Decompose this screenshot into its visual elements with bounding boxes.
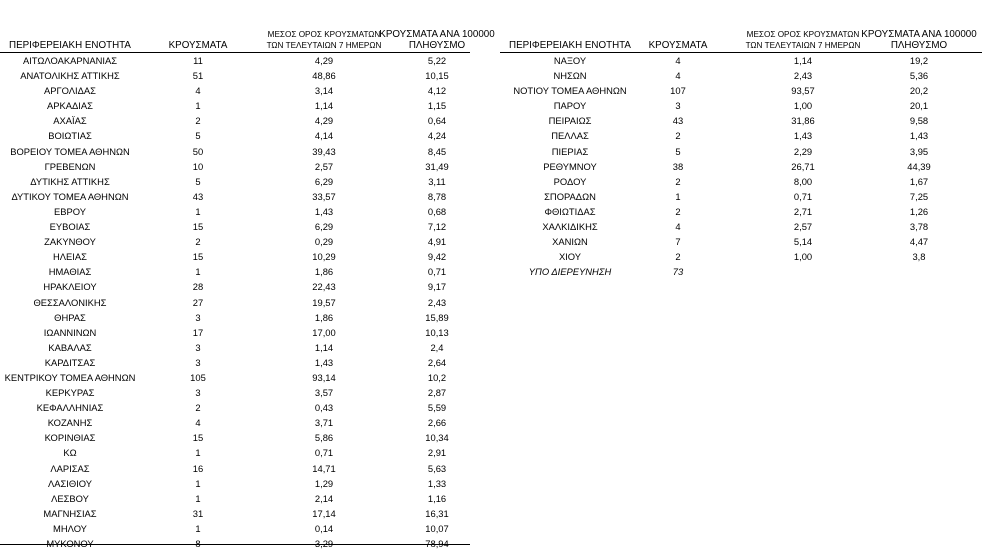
avg-cell: 4,29 bbox=[314, 55, 334, 66]
per100k-cell: 2,4 bbox=[430, 341, 444, 353]
region-header: ΠΕΡΙΦΕΡΕΙΑΚΗ ΕΝΟΤΗΤΑ bbox=[509, 40, 631, 51]
region-cell: ΚΑΡΔΙΤΣΑΣ bbox=[44, 356, 96, 368]
per100k-cell: 3,95 bbox=[909, 145, 929, 157]
region-cell: ΚΩ bbox=[63, 447, 77, 459]
avg-cell: 1,86 bbox=[314, 266, 334, 278]
per100k-cell: 4,12 bbox=[427, 85, 447, 97]
per100k-cell: 1,33 bbox=[427, 477, 447, 489]
cases-cell: 4 bbox=[675, 70, 681, 82]
table-row bbox=[500, 189, 982, 204]
avg-cell: 1,14 bbox=[793, 55, 813, 66]
table-row bbox=[500, 83, 982, 98]
cases-cell: 2 bbox=[195, 115, 201, 127]
region-cell: ΝΗΣΩΝ bbox=[553, 70, 587, 82]
table-row bbox=[500, 98, 982, 113]
region-cell: ΠΕΙΡΑΙΩΣ bbox=[548, 115, 592, 127]
per100k-header-line1: ΚΡΟΥΣΜΑΤΑ ΑΝΑ 100000 bbox=[861, 29, 977, 40]
region-cell: ΦΘΙΩΤΙΔΑΣ bbox=[544, 205, 596, 217]
per100k-cell: 3,8 bbox=[912, 251, 926, 263]
cases-cell: 1 bbox=[675, 190, 681, 202]
table-row bbox=[0, 340, 470, 355]
avg-cell: 3,71 bbox=[314, 417, 334, 429]
cases-cell: 27 bbox=[192, 296, 204, 308]
table-row bbox=[0, 144, 470, 159]
avg-header-line1: ΜΕΣΟΣ ΟΡΟΣ ΚΡΟΥΣΜΑΤΩΝ bbox=[267, 30, 381, 39]
region-cell: ΕΥΒΟΙΑΣ bbox=[49, 221, 91, 233]
per100k-cell: 0,68 bbox=[427, 205, 447, 217]
table-row bbox=[500, 53, 982, 68]
region-cell: ΠΑΡΟΥ bbox=[553, 100, 587, 112]
table-row bbox=[0, 189, 470, 204]
cases-cell: 31 bbox=[192, 507, 204, 519]
cases-cell: 10 bbox=[192, 160, 204, 172]
region-cell: ΒΟΙΩΤΙΑΣ bbox=[48, 130, 92, 142]
per100k-cell: 5,63 bbox=[427, 462, 447, 474]
cases-cell: 2 bbox=[675, 130, 681, 142]
per100k-cell: 16,31 bbox=[425, 507, 449, 519]
avg-cell: 19,57 bbox=[312, 296, 336, 308]
per100k-cell: 1,67 bbox=[909, 175, 929, 187]
table-row bbox=[0, 325, 470, 340]
cases-cell: 16 bbox=[192, 462, 204, 474]
avg-header-line2: ΤΩΝ ΤΕΛΕΥΤΑΙΩΝ 7 ΗΜΕΡΩΝ bbox=[745, 41, 861, 50]
region-cell: ΕΒΡΟΥ bbox=[53, 205, 86, 217]
avg-cell: 0,71 bbox=[793, 190, 813, 202]
per100k-cell: 10,13 bbox=[425, 326, 449, 338]
table-row bbox=[500, 204, 982, 219]
avg-cell: 1,00 bbox=[793, 251, 813, 263]
region-cell: ΚΟΡΙΝΘΙΑΣ bbox=[44, 432, 96, 444]
region-cell: ΗΜΑΘΙΑΣ bbox=[48, 266, 92, 278]
avg-cell: 5,14 bbox=[793, 236, 813, 248]
avg-cell: 10,29 bbox=[312, 251, 336, 263]
region-cell: ΝΟΤΙΟΥ ΤΟΜΕΑ ΑΘΗΝΩΝ bbox=[513, 85, 627, 97]
cases-header: ΚΡΟΥΣΜΑΤΑ bbox=[648, 40, 708, 51]
left-table-body bbox=[0, 53, 470, 551]
per100k-cell: 7,12 bbox=[427, 221, 447, 233]
per100k-cell: 2,91 bbox=[427, 447, 447, 459]
table-bottom-divider bbox=[0, 544, 470, 545]
region-cell: ΘΕΣΣΑΛΟΝΙΚΗΣ bbox=[33, 296, 107, 308]
table-row bbox=[0, 385, 470, 400]
under-investigation-row bbox=[500, 264, 982, 279]
per100k-cell: 4,47 bbox=[909, 236, 929, 248]
cases-cell: 1 bbox=[195, 205, 201, 217]
cases-cell: 2 bbox=[195, 236, 201, 248]
region-cell: ΠΕΛΛΑΣ bbox=[551, 130, 589, 142]
cases-cell: 3 bbox=[195, 356, 201, 368]
region-cell: ΚΕΝΤΡΙΚΟΥ ΤΟΜΕΑ ΑΘΗΝΩΝ bbox=[4, 371, 136, 383]
avg-7day-header bbox=[258, 29, 390, 51]
table-row bbox=[0, 174, 470, 189]
avg-cell: 93,57 bbox=[791, 85, 815, 97]
table-row bbox=[0, 415, 470, 430]
avg-cell: 1,14 bbox=[314, 341, 334, 353]
avg-cell: 3,57 bbox=[314, 387, 334, 399]
cases-cell: 1 bbox=[195, 477, 201, 489]
table-row bbox=[0, 128, 470, 143]
region-cell: ΧΑΝΙΩΝ bbox=[552, 236, 588, 248]
per100k-cell: 19,2 bbox=[909, 55, 929, 66]
cases-cell: 1 bbox=[195, 492, 201, 504]
cases-cell: 5 bbox=[675, 145, 681, 157]
region-cell: ΣΠΟΡΑΔΩΝ bbox=[544, 190, 596, 202]
per100k-cell: 9,58 bbox=[909, 115, 929, 127]
per100k-header bbox=[376, 29, 498, 51]
table-row bbox=[500, 219, 982, 234]
avg-cell: 1,14 bbox=[314, 100, 334, 112]
region-cell: ΜΑΓΝΗΣΙΑΣ bbox=[43, 507, 97, 519]
table-row bbox=[0, 355, 470, 370]
per100k-cell: 8,45 bbox=[427, 145, 447, 157]
per100k-cell: 10,07 bbox=[425, 522, 449, 534]
cases-cell: 1 bbox=[195, 100, 201, 112]
table-row bbox=[0, 53, 470, 68]
avg-cell: 3,14 bbox=[314, 85, 334, 97]
table-row bbox=[500, 249, 982, 264]
per100k-header bbox=[856, 29, 982, 51]
avg-cell: 2,71 bbox=[793, 205, 813, 217]
cases-cell: 2 bbox=[195, 402, 201, 414]
table-row bbox=[500, 68, 982, 83]
cases-cell: 4 bbox=[195, 85, 201, 97]
region-cell: ΡΟΔΟΥ bbox=[553, 175, 587, 187]
cases-cell: 3 bbox=[675, 100, 681, 112]
table-row bbox=[0, 430, 470, 445]
per100k-cell: 2,66 bbox=[427, 417, 447, 429]
cases-header: ΚΡΟΥΣΜΑΤΑ bbox=[168, 40, 228, 51]
table-row bbox=[0, 506, 470, 521]
per100k-cell: 31,49 bbox=[425, 160, 449, 172]
table-row bbox=[0, 476, 470, 491]
region-cell: ΧΙΟΥ bbox=[558, 251, 582, 263]
table-row bbox=[0, 113, 470, 128]
cases-cell: 28 bbox=[192, 281, 204, 293]
avg-cell: 1,43 bbox=[314, 205, 334, 217]
cases-cell: 5 bbox=[195, 130, 201, 142]
per100k-cell: 1,26 bbox=[909, 205, 929, 217]
per100k-cell: 5,22 bbox=[427, 55, 447, 66]
avg-header-line2: ΤΩΝ ΤΕΛΕΥΤΑΙΩΝ 7 ΗΜΕΡΩΝ bbox=[266, 41, 382, 50]
region-cell: ΡΕΘΥΜΝΟΥ bbox=[543, 160, 597, 172]
avg-cell: 6,29 bbox=[314, 221, 334, 233]
cases-cell: 17 bbox=[192, 326, 204, 338]
table-row bbox=[500, 234, 982, 249]
per100k-header-line1: ΚΡΟΥΣΜΑΤΑ ΑΝΑ 100000 bbox=[379, 29, 495, 40]
cases-cell: 15 bbox=[192, 251, 204, 263]
region-cell: ΛΑΣΙΘΙΟΥ bbox=[47, 477, 93, 489]
per100k-cell: 3,78 bbox=[909, 221, 929, 233]
region-cell: ΑΝΑΤΟΛΙΚΗΣ ΑΤΤΙΚΗΣ bbox=[20, 70, 120, 82]
per100k-cell: 15,89 bbox=[425, 311, 449, 323]
region-cell: ΑΧΑΪΑΣ bbox=[53, 115, 87, 127]
table-row bbox=[0, 461, 470, 476]
avg-cell: 33,57 bbox=[312, 190, 336, 202]
avg-cell: 2,57 bbox=[793, 221, 813, 233]
avg-cell: 0,71 bbox=[314, 447, 334, 459]
per100k-cell: 3,11 bbox=[428, 175, 446, 187]
cases-cell: 3 bbox=[195, 341, 201, 353]
table-row bbox=[0, 219, 470, 234]
avg-cell: 1,43 bbox=[793, 130, 813, 142]
right-table-body bbox=[500, 53, 982, 264]
region-cell: ΑΙΤΩΛΟΑΚΑΡΝΑΝΙΑΣ bbox=[22, 55, 118, 66]
avg-cell: 0,29 bbox=[314, 236, 334, 248]
avg-cell: 6,29 bbox=[314, 175, 334, 187]
region-cell: ΔΥΤΙΚΗΣ ΑΤΤΙΚΗΣ bbox=[30, 175, 110, 187]
table-row bbox=[500, 144, 982, 159]
region-cell: ΜΗΛΟΥ bbox=[53, 522, 87, 534]
cases-cell: 3 bbox=[195, 387, 201, 399]
region-cell: ΖΑΚΥΝΘΟΥ bbox=[44, 236, 96, 248]
table-row bbox=[500, 128, 982, 143]
region-cell: ΚΑΒΑΛΑΣ bbox=[48, 341, 92, 353]
region-header: ΠΕΡΙΦΕΡΕΙΑΚΗ ΕΝΟΤΗΤΑ bbox=[9, 40, 131, 51]
cases-cell: 11 bbox=[193, 55, 203, 66]
avg-cell: 93,14 bbox=[312, 371, 336, 383]
region-cell: ΒΟΡΕΙΟΥ ΤΟΜΕΑ ΑΘΗΝΩΝ bbox=[10, 145, 130, 157]
cases-cell: 43 bbox=[192, 190, 204, 202]
per100k-cell: 2,64 bbox=[427, 356, 447, 368]
region-cell: ΛΑΡΙΣΑΣ bbox=[50, 462, 90, 474]
per100k-cell: 10,15 bbox=[425, 70, 449, 82]
table-row bbox=[500, 159, 982, 174]
table-row bbox=[0, 370, 470, 385]
avg-cell: 1,00 bbox=[793, 100, 813, 112]
table-row bbox=[0, 68, 470, 83]
cases-cell: 3 bbox=[195, 311, 201, 323]
avg-cell: 1,29 bbox=[314, 477, 334, 489]
per100k-header-line2: ΠΛΗΘΥΣΜΟ bbox=[408, 40, 466, 51]
cases-cell: 107 bbox=[670, 85, 686, 97]
table-row bbox=[0, 264, 470, 279]
table-row bbox=[0, 204, 470, 219]
avg-cell: 0,43 bbox=[314, 402, 334, 414]
region-cell: ΗΡΑΚΛΕΙΟΥ bbox=[43, 281, 97, 293]
cases-cell: 2 bbox=[675, 175, 681, 187]
avg-cell: 31,86 bbox=[791, 115, 815, 127]
region-cell: ΚΕΦΑΛΛΗΝΙΑΣ bbox=[36, 402, 104, 414]
table-row bbox=[500, 174, 982, 189]
cases-cell: 38 bbox=[672, 160, 684, 172]
under-investigation-label: ΥΠΟ ΔΙΕΡΕΥΝΗΣΗ bbox=[528, 266, 612, 278]
per100k-cell: 44,39 bbox=[907, 160, 931, 172]
region-cell: ΠΙΕΡΙΑΣ bbox=[551, 145, 589, 157]
avg-cell: 5,86 bbox=[314, 432, 334, 444]
per100k-cell: 7,25 bbox=[909, 190, 929, 202]
per100k-cell: 5,36 bbox=[909, 70, 929, 82]
region-cell: ΚΟΖΑΝΗΣ bbox=[47, 417, 93, 429]
table-row bbox=[0, 400, 470, 415]
cases-cell: 50 bbox=[192, 145, 204, 157]
cases-cell: 4 bbox=[195, 417, 201, 429]
avg-cell: 22,43 bbox=[312, 281, 336, 293]
table-row bbox=[0, 83, 470, 98]
per100k-cell: 2,43 bbox=[427, 296, 447, 308]
region-cell: ΑΡΚΑΔΙΑΣ bbox=[47, 100, 93, 112]
avg-cell: 2,57 bbox=[314, 160, 334, 172]
table-row bbox=[0, 159, 470, 174]
table-row bbox=[0, 491, 470, 506]
region-cell: ΛΕΣΒΟΥ bbox=[51, 492, 89, 504]
table-row bbox=[0, 295, 470, 310]
per100k-cell: 10,34 bbox=[425, 432, 449, 444]
avg-cell: 2,29 bbox=[793, 145, 813, 157]
region-cell: ΔΥΤΙΚΟΥ ΤΟΜΕΑ ΑΘΗΝΩΝ bbox=[11, 190, 129, 202]
cases-cell: 5 bbox=[195, 175, 201, 187]
table-row bbox=[0, 234, 470, 249]
region-cell: ΧΑΛΚΙΔΙΚΗΣ bbox=[542, 221, 598, 233]
avg-cell: 2,43 bbox=[793, 70, 813, 82]
avg-cell: 26,71 bbox=[791, 160, 815, 172]
cases-cell: 15 bbox=[192, 432, 204, 444]
per100k-cell: 1,15 bbox=[427, 100, 447, 112]
left-table-header bbox=[0, 0, 495, 52]
per100k-cell: 0,71 bbox=[427, 266, 447, 278]
cases-cell: 4 bbox=[675, 55, 681, 66]
under-investigation-cases: 73 bbox=[672, 266, 684, 278]
per100k-cell: 0,64 bbox=[427, 115, 447, 127]
per100k-cell: 2,87 bbox=[427, 387, 447, 399]
cases-cell: 51 bbox=[192, 70, 204, 82]
cases-cell: 7 bbox=[675, 236, 681, 248]
avg-cell: 4,29 bbox=[314, 115, 334, 127]
cases-cell: 43 bbox=[672, 115, 684, 127]
cases-cell: 1 bbox=[195, 266, 201, 278]
cases-cell: 2 bbox=[675, 251, 681, 263]
cases-cell: 2 bbox=[675, 205, 681, 217]
region-cell: ΙΩΑΝΝΙΝΩΝ bbox=[43, 326, 97, 338]
region-cell: ΝΑΞΟΥ bbox=[553, 55, 587, 66]
per100k-cell: 20,1 bbox=[909, 100, 929, 112]
avg-cell: 17,14 bbox=[312, 507, 336, 519]
per100k-header-line2: ΠΛΗΘΥΣΜΟ bbox=[890, 40, 948, 51]
avg-header-line1: ΜΕΣΟΣ ΟΡΟΣ ΚΡΟΥΣΜΑΤΩΝ bbox=[746, 30, 860, 39]
right-table bbox=[500, 0, 982, 279]
avg-cell: 17,00 bbox=[312, 326, 336, 338]
table-row bbox=[0, 445, 470, 460]
avg-cell: 2,14 bbox=[314, 492, 334, 504]
avg-cell: 39,43 bbox=[312, 145, 336, 157]
table-row bbox=[0, 279, 470, 294]
avg-cell: 4,14 bbox=[314, 130, 334, 142]
avg-cell: 8,00 bbox=[793, 175, 813, 187]
avg-cell: 1,43 bbox=[314, 356, 334, 368]
per100k-cell: 9,17 bbox=[427, 281, 447, 293]
avg-cell: 0,14 bbox=[314, 522, 334, 534]
table-row bbox=[0, 98, 470, 113]
avg-cell: 1,86 bbox=[314, 311, 334, 323]
cases-cell: 1 bbox=[195, 447, 201, 459]
avg-cell: 14,71 bbox=[312, 462, 336, 474]
right-table-header bbox=[500, 0, 982, 52]
per100k-cell: 20,2 bbox=[909, 85, 929, 97]
cases-cell: 15 bbox=[192, 221, 204, 233]
avg-7day-header bbox=[738, 29, 868, 51]
table-row bbox=[0, 521, 470, 536]
per100k-cell: 8,78 bbox=[427, 190, 447, 202]
cases-cell: 105 bbox=[190, 371, 206, 383]
region-cell: ΚΕΡΚΥΡΑΣ bbox=[45, 387, 95, 399]
per100k-cell: 4,91 bbox=[427, 236, 447, 248]
table-row bbox=[0, 249, 470, 264]
per100k-cell: 9,42 bbox=[427, 251, 447, 263]
per100k-cell: 4,24 bbox=[427, 130, 447, 142]
per100k-cell: 10,2 bbox=[427, 371, 447, 383]
region-cell: ΑΡΓΟΛΙΔΑΣ bbox=[44, 85, 96, 97]
table-row bbox=[0, 310, 470, 325]
cases-cell: 4 bbox=[675, 221, 681, 233]
region-cell: ΓΡΕΒΕΝΩΝ bbox=[44, 160, 96, 172]
cases-cell: 1 bbox=[195, 522, 201, 534]
table-row bbox=[500, 113, 982, 128]
per100k-cell: 1,16 bbox=[427, 492, 447, 504]
per100k-cell: 5,59 bbox=[427, 402, 447, 414]
avg-cell: 48,86 bbox=[312, 70, 336, 82]
region-cell: ΗΛΕΙΑΣ bbox=[53, 251, 87, 263]
region-cell: ΘΗΡΑΣ bbox=[54, 311, 86, 323]
per100k-cell: 1,43 bbox=[909, 130, 929, 142]
